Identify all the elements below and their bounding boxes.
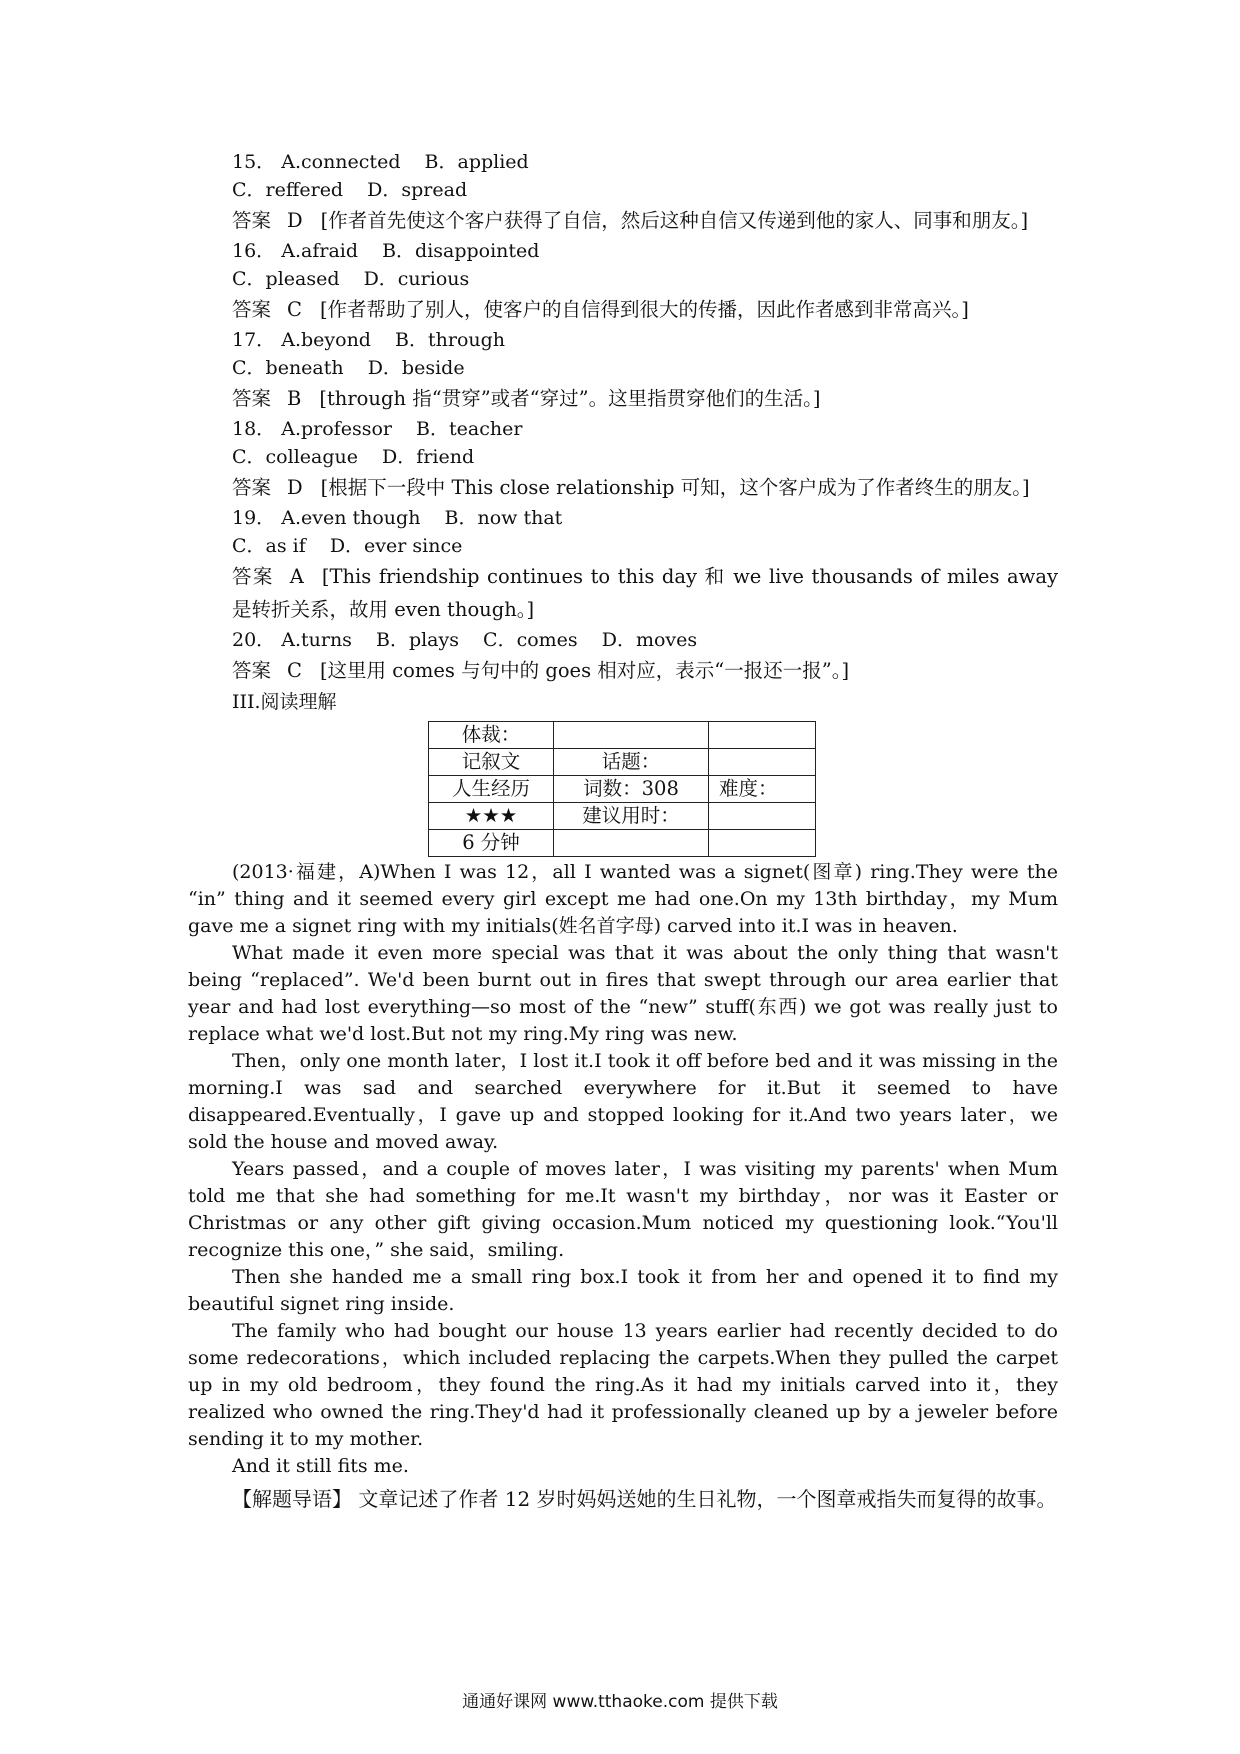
- option-b: B．teacher: [416, 418, 523, 440]
- table-row: [429, 749, 816, 776]
- option-d: D．friend: [382, 446, 475, 468]
- reading-guide: [188, 1482, 1058, 1516]
- answer-key: C: [287, 659, 302, 682]
- question-number: 17．: [232, 329, 276, 351]
- table-cell: 人生经历: [429, 776, 554, 803]
- answer-explanation: [through 指“贯穿”或者“穿过”。这里指贯穿他们的生活。]: [319, 387, 821, 410]
- question-18-options-cd: [188, 443, 1058, 471]
- question-number: 18．: [232, 418, 276, 440]
- option-d: D．spread: [367, 179, 468, 201]
- option-b: B．now that: [444, 507, 563, 529]
- passage-info-table: [428, 721, 816, 857]
- option-c: C．reffered: [232, 179, 344, 201]
- option-b: B．disappointed: [382, 240, 540, 262]
- table-row: [429, 722, 816, 749]
- option-a: A.professor: [281, 418, 392, 440]
- question-17-options-cd: [188, 354, 1058, 382]
- option-b: B．plays: [375, 629, 459, 651]
- answer-label: 答案: [232, 565, 274, 588]
- table-row: [429, 803, 816, 830]
- option-d: D．curious: [363, 268, 470, 290]
- answer-label: 答案: [232, 659, 272, 682]
- option-d: D．moves: [601, 629, 698, 651]
- option-c: C．beneath: [232, 357, 344, 379]
- option-c: C．as if: [232, 535, 306, 557]
- answer-explanation: [根据下一段中 This close relationship 可知，这个客户成为了作者终生的朋友。]: [320, 476, 1030, 499]
- table-cell: [709, 749, 816, 776]
- answer-explanation: [This friendship continues to this day 和 we live thousands of miles away 是转折关系，故用 even though。]: [232, 565, 1058, 621]
- passage-paragraph: Then she handed me a small ring box.I took it from her and opened it to find my beautiful signet ring inside.: [188, 1266, 1058, 1315]
- question-16-answer: [188, 293, 1058, 326]
- question-19-options-cd: [188, 532, 1058, 560]
- question-20-options: [188, 626, 1058, 654]
- table-cell: [554, 830, 709, 857]
- answer-label: 答案: [232, 209, 272, 232]
- answer-key: C: [287, 298, 302, 321]
- option-d: D．ever since: [329, 535, 463, 557]
- question-15-answer: [188, 204, 1058, 237]
- option-a: A.connected: [281, 151, 401, 173]
- table-cell: 难度：: [709, 776, 816, 803]
- guide-label: 【解题导语】: [232, 1487, 352, 1511]
- answer-key: D: [287, 209, 303, 232]
- answer-key: A: [289, 565, 304, 588]
- question-18-options-ab: [188, 415, 1058, 443]
- option-a: A.afraid: [281, 240, 359, 262]
- passage-paragraph: Then，only one month later，I lost it.I took it off before bed and it was missing in the morning.I was sad and searched everywhere for it.But it seemed to have disappeared.Eventually，I gave up and stopped looking for it.And two years later，we sold the house and moved away.: [188, 1050, 1058, 1153]
- question-16-options-cd: [188, 265, 1058, 293]
- table-cell: 词数：308: [554, 776, 709, 803]
- question-17-answer: [188, 382, 1058, 415]
- passage-paragraph: And it still fits me.: [232, 1455, 409, 1477]
- answer-key: D: [287, 476, 303, 499]
- table-cell: 6 分钟: [429, 830, 554, 857]
- passage-paragraph: The family who had bought our house 13 years earlier had recently decided to do some redecorations，which included replacing the carpets.When they pulled the carpet up in my old bedroom，they found the ring.As it had my initials carved into it，they realized who owned the ring.They'd had it professionally cleaned up by a jeweler before sending it to my mother.: [188, 1320, 1058, 1450]
- section-title: III.阅读理解: [232, 691, 337, 713]
- table-cell: 话题：: [554, 749, 709, 776]
- question-number: 15．: [232, 151, 276, 173]
- table-cell: ★★★: [429, 803, 554, 830]
- table-cell: 建议用时：: [554, 803, 709, 830]
- answer-label: 答案: [232, 298, 272, 321]
- question-19-options-ab: [188, 504, 1058, 532]
- question-15-options-ab: [188, 148, 1058, 176]
- answer-explanation: [作者帮助了别人，使客户的自信得到很大的传播，因此作者感到非常高兴。]: [319, 298, 969, 321]
- table-row: [429, 776, 816, 803]
- question-20-answer: [188, 654, 1058, 687]
- answer-key: B: [287, 387, 302, 410]
- table-row: [429, 830, 816, 857]
- option-c: C．colleague: [232, 446, 358, 468]
- table-cell: 记叙文: [429, 749, 554, 776]
- question-15-options-cd: [188, 176, 1058, 204]
- answer-label: 答案: [232, 387, 272, 410]
- question-18-answer: [188, 471, 1058, 504]
- option-c: C．comes: [483, 629, 578, 651]
- question-number: 16．: [232, 240, 276, 262]
- option-a: A.even though: [281, 507, 421, 529]
- page-footer: 通通好课网 www.tthaoke.com 提供下载: [462, 1692, 778, 1712]
- guide-text: 文章记述了作者 12 岁时妈妈送她的生日礼物，一个图章戒指失而复得的故事。: [358, 1487, 1057, 1511]
- option-a: A.turns: [281, 629, 352, 651]
- table-cell: [709, 803, 816, 830]
- option-b: B．applied: [424, 151, 529, 173]
- answer-explanation: [作者首先使这个客户获得了自信，然后这种自信又传递到他的家人、同事和朋友。]: [320, 209, 1029, 232]
- option-c: C．pleased: [232, 268, 340, 290]
- question-19-answer: [188, 560, 1058, 626]
- table-cell: [709, 722, 816, 749]
- question-16-options-ab: [188, 237, 1058, 265]
- passage-paragraph: (2013·福建，A)When I was 12，all I wanted was a signet(图章) ring.They were the “in” thing and it seemed every girl except me had one.On my 13th birthday，my Mum gave me a signet ring with my initials(姓名首字母) carved into it.I was in heaven.: [188, 861, 1058, 937]
- passage-paragraph: What made it even more special was that it was about the only thing that wasn't being “replaced”. We'd been burnt out in fires that swept through our area earlier that year and had lost everything—so most of the “new” stuff(东西) we got was really just to replace what we'd lost.But not my ring.My ring was new.: [188, 942, 1058, 1045]
- option-a: A.beyond: [281, 329, 371, 351]
- question-number: 19．: [232, 507, 276, 529]
- page-content: [188, 148, 1058, 1516]
- table-cell: [554, 722, 709, 749]
- table-cell: 体裁：: [429, 722, 554, 749]
- passage-paragraph: Years passed，and a couple of moves later，I was visiting my parents' when Mum told me that she had something for me.It wasn't my birthday，nor was it Easter or Christmas or any other gift giving occasion.Mum noticed my questioning look.“You'll recognize this one，” she said，smiling.: [188, 1158, 1058, 1261]
- table-cell: [709, 830, 816, 857]
- option-b: B．through: [395, 329, 506, 351]
- answer-explanation: [这里用 comes 与句中的 goes 相对应，表示“一报还一报”。]: [319, 659, 850, 682]
- question-17-options-ab: [188, 326, 1058, 354]
- option-d: D．beside: [367, 357, 465, 379]
- answer-label: 答案: [232, 476, 272, 499]
- question-number: 20．: [232, 629, 276, 651]
